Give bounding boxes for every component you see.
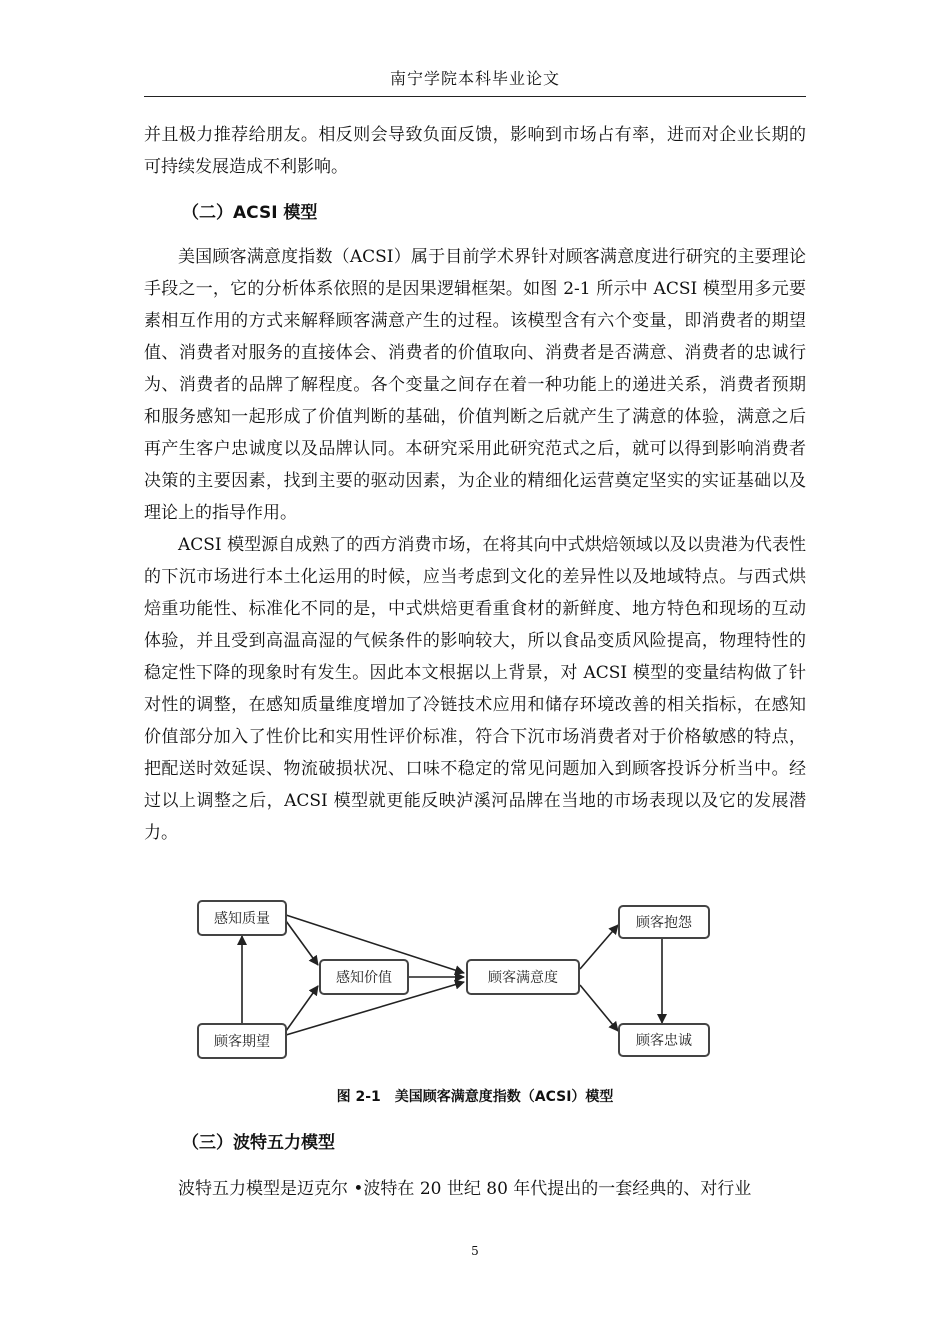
node-customer-satisfaction bbox=[467, 960, 579, 994]
edge-satisfaction-to-loyalty bbox=[580, 985, 618, 1031]
node-perceived-quality bbox=[198, 901, 286, 935]
node-customer-complaint bbox=[619, 906, 709, 938]
edge-expectation-to-value bbox=[286, 986, 318, 1031]
node-label-customer-satisfaction: 顾客满意度 bbox=[488, 970, 558, 986]
node-label-customer-loyalty: 顾客忠诚 bbox=[636, 1033, 692, 1049]
node-perceived-value bbox=[320, 960, 408, 994]
edge-quality-to-value bbox=[286, 921, 318, 965]
node-customer-expectation bbox=[198, 1024, 286, 1058]
header-divider bbox=[144, 96, 806, 97]
paragraph-continuation: 并且极力推荐给朋友。相反则会导致负面反馈，影响到市场占有率，进而对企业长期的可持续发展造成不利影响。 bbox=[144, 125, 806, 177]
node-label-customer-complaint: 顾客抱怨 bbox=[636, 915, 692, 931]
edge-satisfaction-to-complaint bbox=[580, 925, 618, 969]
figure-caption: 图 2-1 美国顾客满意度指数（ACSI）模型 bbox=[336, 1089, 614, 1105]
paragraph-porter-intro: 波特五力模型是迈克尔 •波特在 20 世纪 80 年代提出的一套经典的、对行业 bbox=[178, 1179, 752, 1199]
section-heading-porter: （三）波特五力模型 bbox=[182, 1133, 335, 1153]
node-label-perceived-quality: 感知质量 bbox=[214, 911, 270, 927]
page-header-title: 南宁学院本科毕业论文 bbox=[389, 69, 560, 88]
paragraph-acsi-localization: ACSI 模型源自成熟了的西方消费市场，在将其向中式烘焙领域以及以贵港为代表性的下沉市场进行本土化运用的时候，应当考虑到文化的差异性以及地域特点。与西式烘焙重功能性、标准化不同的是，中式烘焙更看重食材的新鲜度、地方特色和现场的互动体验，并且受到高温高湿的气候条件的影响较大，所以食品变质风险提高，物理特性的稳定性下降的现象时有发生。因此本文根据以上背景，对 ACSI 模型的变量结构做了针对性的调整，在感知质量维度增加了冷链技术应用和储存环境改善的相关指标，在感知价值部分加入了性价比和实用性评价标准，符合下沉市场消费者对于价格敏感的特点，把配送时效延误、物流破损状况、口味不稳定的常见问题加入到顾客投诉分析当中。经过以上调整之后，ACSI 模型就更能反映泸溪河品牌在当地的市场表现以及它的发展潜力。 bbox=[144, 535, 806, 843]
node-customer-loyalty bbox=[619, 1024, 709, 1056]
acsi-model-diagram bbox=[190, 893, 722, 1063]
node-label-perceived-value: 感知价值 bbox=[336, 970, 392, 986]
page-number: 5 bbox=[471, 1244, 479, 1258]
paragraph-acsi-intro: 美国顾客满意度指数（ACSI）属于目前学术界针对顾客满意度进行研究的主要理论手段之一，它的分析体系依照的是因果逻辑框架。如图 2-1 所示中 ACSI 模型用多元要素相互作用的方式来解释顾客满意产生的过程。该模型含有六个变量，即消费者的期望值、消费者对服务的直接体会、消费者的价值取向、消费者是否满意、消费者的忠诚行为、消费者的品牌了解程度。各个变量之间存在着一种功能上的递进关系，消费者预期和服务感知一起形成了价值判断的基础，价值判断之后就产生了满意的体验，满意之后再产生客户忠诚度以及品牌认同。本研究采用此研究范式之后，就可以得到影响消费者决策的主要因素，找到主要的驱动因素，为企业的精细化运营奠定坚实的实证基础以及理论上的指导作用。 bbox=[144, 247, 806, 523]
node-label-customer-expectation: 顾客期望 bbox=[214, 1034, 270, 1050]
section-heading-acsi: （二）ACSI 模型 bbox=[182, 203, 318, 223]
